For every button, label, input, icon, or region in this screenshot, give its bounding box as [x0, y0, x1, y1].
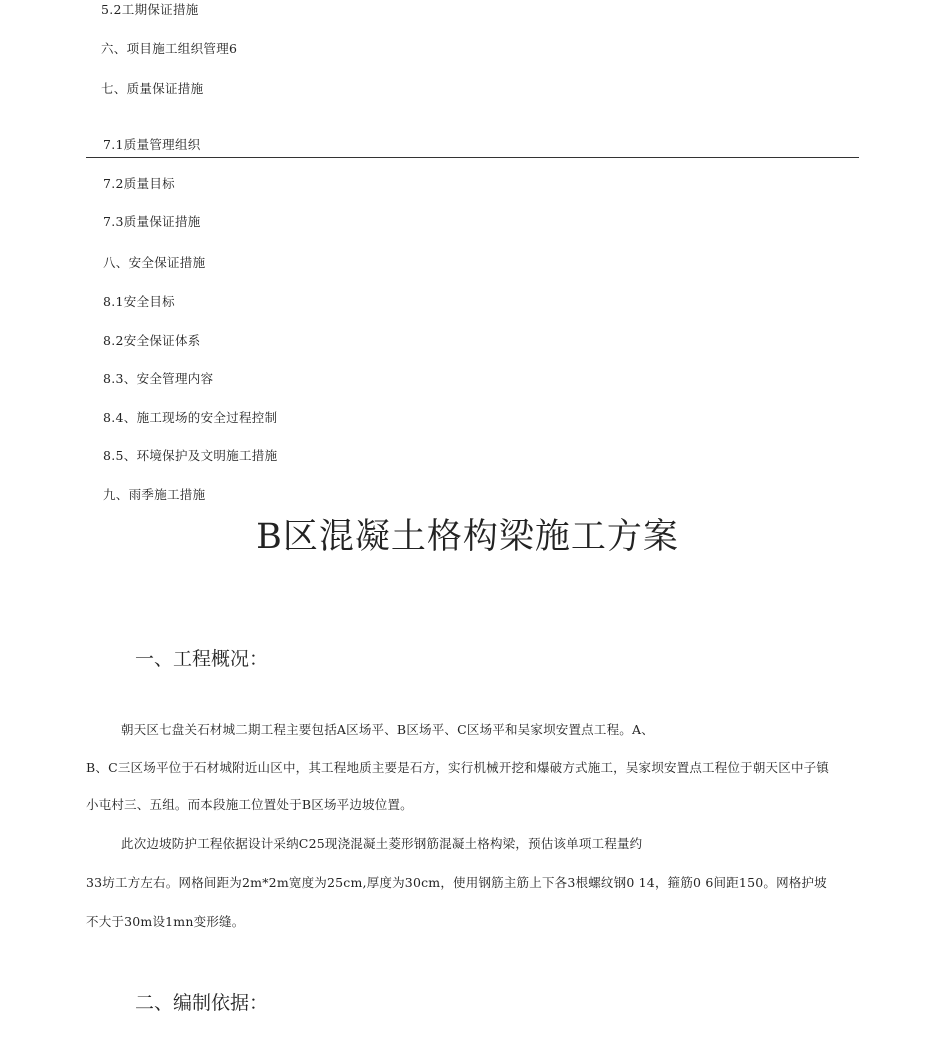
section-heading: 二、编制依据：: [135, 992, 269, 1014]
paragraph-line: 此次边坡防护工程依据设计采纳C25现浇混凝土菱形钢筋混凝土格构梁，预估该单项工程量约: [121, 836, 643, 851]
toc-item: 8.2安全保证体系: [103, 333, 201, 348]
section-heading: 一、工程概况：: [135, 648, 269, 670]
toc-item: 8.1安全目标: [103, 294, 175, 309]
toc-item: 5.2工期保证措施: [101, 2, 199, 17]
toc-item: 7.2质量目标: [103, 176, 175, 191]
toc-item: 8.4、施工现场的安全过程控制: [103, 410, 278, 425]
paragraph-line: 小屯村三、五组。而本段施工位置处于B区场平边坡位置。: [86, 797, 413, 812]
paragraph-line: 33坊工方左右。网格间距为2m*2m宽度为25cm,厚度为30cm，使用钢筋主筋上下各3根螺纹钢0 14，箍筋0 6间距150。网格护坡: [86, 875, 827, 890]
toc-item: 六、项目施工组织管理6: [101, 41, 238, 56]
paragraph-line: 朝天区七盘关石材城二期工程主要包括A区场平、B区场平、C区场平和吴家坝安置点工程。A、: [121, 722, 654, 737]
toc-item: 7.1质量管理组织: [103, 137, 201, 152]
toc-item: 九、雨季施工措施: [103, 487, 206, 502]
toc-item: 七、质量保证措施: [101, 81, 204, 96]
toc-item: 八、安全保证措施: [103, 255, 206, 270]
paragraph-line: B、C三区场平位于石材城附近山区中，其工程地质主要是石方，实行机械开挖和爆破方式施工，吴家坝安置点工程位于朝天区中子镇: [86, 760, 830, 775]
toc-item: 8.5、环境保护及文明施工措施: [103, 448, 278, 463]
paragraph-line: 不大于30m设1mn变形缝。: [86, 914, 245, 929]
toc-item: 8.3、安全管理内容: [103, 371, 214, 386]
divider-line: [86, 157, 859, 158]
document-title: B区混凝土格构梁施工方案: [256, 517, 679, 557]
toc-item: 7.3质量保证措施: [103, 214, 201, 229]
